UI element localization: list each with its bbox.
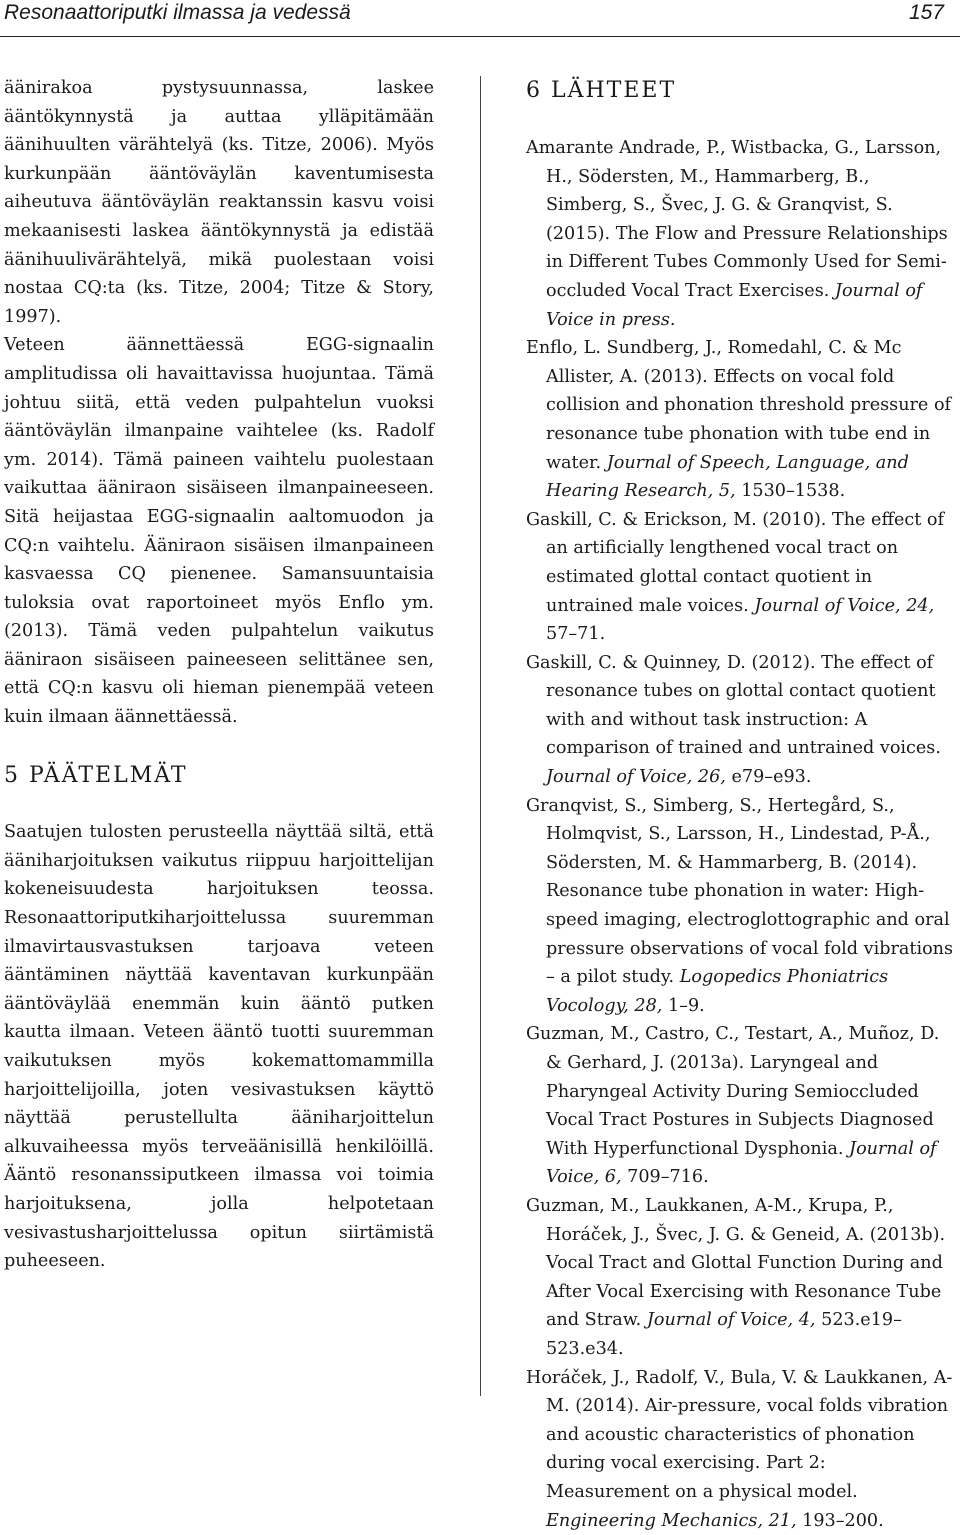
reference-tail: 1530–1538. bbox=[735, 481, 846, 502]
reference-journal: Journal of Voice, 4, bbox=[646, 1310, 816, 1331]
left-column bbox=[4, 74, 434, 1276]
section-heading-conclusions: 5 PÄÄTELMÄT bbox=[4, 762, 188, 788]
reference-text: Amarante Andrade, P., Wistbacka, G., Larsson, H., Södersten, M., Hammarberg, B., Simberg, S., Švec, J. G. & Granqvist, S. (2015). The Flow and Pressure Relationships in Different Tubes Commonly Used for Semi-occluded Vocal Tract Exercises. bbox=[526, 138, 948, 301]
reference-item bbox=[526, 1192, 954, 1364]
reference-journal: Journal of Speech, Language, and Hearing Research, 5, bbox=[546, 452, 909, 502]
body-paragraph-2: Veteen äännettäessä EGG-signaalin amplitudissa oli havaittavissa huojuntaa. Tämä johtuu siitä, että veden pulpahtelun vuoksi ääntöväylän ilmanpaine vaihtelee (ks. Radolf ym. 2014). Tämä paineen vaihtelu puolestaan vaikuttaa ääniraon sisäiseen ilmanpaineeseen. Sitä heijastaa EGG-signaalin aaltomuodon ja CQ:n vaihtelu. Ääniraon sisäisen ilmanpaineen kasvaessa CQ pienenee. Samansuuntaisia tuloksia ovat raportoineet myös Enflo ym. (2013). Tämä veden pulpahtelun vaikutus ääniraon sisäiseen paineeseen selittänee sen, että CQ:n kasvu oli hieman pienempää veteen kuin ilmaan äännettäessä. bbox=[4, 335, 434, 728]
reference-tail: 709–716. bbox=[621, 1167, 709, 1188]
reference-journal: Journal of Voice, 6, bbox=[546, 1138, 937, 1188]
reference-journal: Journal of Voice, 26, bbox=[546, 767, 726, 788]
running-header bbox=[0, 0, 960, 30]
reference-item bbox=[526, 506, 954, 649]
reference-journal: Journal of Voice, 24, bbox=[754, 595, 935, 616]
reference-item bbox=[526, 1364, 954, 1535]
reference-tail: 57–71. bbox=[546, 624, 606, 645]
reference-list bbox=[526, 134, 954, 1535]
body-paragraph-3: Saatujen tulosten perusteella näyttää siltä, että ääniharjoituksen vaikutus riippuu harjoittelijan kokeneisuudesta harjoituksen teossa. Resonaattoriputkiharjoittelussa suuremman ilmavirtausvastuksen tarjoava veteen ääntäminen näyttää kaventavan kurkunpään ääntöväylää enemmän kuin ääntö putken kautta ilmaan. Veteen ääntö tuotti suuremman vaikutuksen myös kokemattomammilla harjoittelijoilla, joten vesivastuksen käyttö näyttää perustellulta ääniharjoittelun alkuvaiheessa myös terveäänisillä henkilöillä. Ääntö resonanssiputkeen ilmassa voi toimia harjoituksena, jolla helpotetaan vesivastusharjoittelussa opitun siirtämistä puheeseen. bbox=[4, 822, 434, 1272]
reference-item bbox=[526, 134, 954, 334]
section-heading-references: 6 LÄHTEET bbox=[526, 78, 677, 103]
reference-text: Guzman, M., Laukkanen, A-M., Krupa, P., Horáček, J., Švec, J. G. & Geneid, A. (2013b). Vocal Tract and Glottal Function During and After Vocal Exercising with Resonance Tube and Straw. bbox=[526, 1195, 946, 1331]
reference-tail: 1–9. bbox=[662, 995, 705, 1016]
page-number: 157 bbox=[908, 1, 944, 24]
reference-item bbox=[526, 334, 954, 506]
reference-tail: 193–200. bbox=[796, 1510, 884, 1531]
right-column bbox=[526, 74, 954, 1535]
reference-tail: 523.e19–523.e34. bbox=[546, 1310, 902, 1359]
reference-text: Gaskill, C. & Erickson, M. (2010). The effect of an artificially lengthened vocal tract on estimated glottal contact quotient in untrained male voices. bbox=[526, 509, 945, 616]
reference-text: Granqvist, S., Simberg, S., Hertegård, S., Holmqvist, S., Larsson, H., Lindestad, P-Å., Södersten, M. & Hammarberg, B. (2014). Resonance tube phonation in water: High-speed imaging, electroglottographic and oral pressure observations of vocal fold vibrations – a pilot study. bbox=[526, 795, 954, 988]
header-rule bbox=[0, 36, 960, 37]
running-title: Resonaattoriputki ilmassa ja vedessä bbox=[4, 1, 351, 24]
reference-item bbox=[526, 649, 954, 792]
reference-text: Horáček, J., Radolf, V., Bula, V. & Laukkanen, A-M. (2014). Air-pressure, vocal folds vibration and acoustic characteristics of phonation during vocal exercising. Part 2: Measurement on a physical model. bbox=[526, 1367, 953, 1502]
reference-journal: Engineering Mechanics, 21, bbox=[546, 1510, 797, 1531]
reference-journal: Journal of Voice in press. bbox=[546, 280, 923, 330]
reference-item bbox=[526, 1020, 954, 1192]
reference-item bbox=[526, 792, 954, 1021]
column-divider bbox=[480, 76, 481, 1396]
reference-text: Guzman, M., Castro, C., Testart, A., Muñoz, D. & Gerhard, J. (2013a). Laryngeal and Pharyngeal Activity During Semioccluded Vocal Tract Postures in Subjects Diagnosed With Hyperfunctional Dysphonia. bbox=[526, 1024, 940, 1159]
reference-text: Enflo, L. Sundberg, J., Romedahl, C. & Mc Allister, A. (2013). Effects on vocal fold collision and phonation threshold pressure of resonance tube phonation with tube end in water. bbox=[526, 338, 952, 473]
reference-tail: e79–e93. bbox=[725, 767, 812, 788]
body-paragraph-1: äänirakoa pystysuunnassa, laskee ääntökynnystä ja auttaa ylläpitämään äänihuulten värähtelyä (ks. Titze, 2006). Myös kurkunpään ääntöväylän kaventumisesta aiheutuva ääntöväylän reaktanssin kasvu voisi mekaanisesti laskea ääntökynnystä ja edistää äänihuulivärähtelyä, mikä puolestaan voisi nostaa CQ:ta (ks. Titze, 2004; Titze & Story, 1997). bbox=[4, 78, 434, 327]
reference-journal: Logopedics Phoniatrics Vocology, 28, bbox=[546, 967, 889, 1016]
reference-text: Gaskill, C. & Quinney, D. (2012). The effect of resonance tubes on glottal contact quotient with and without task instruction: A comparison of trained and untrained voices. bbox=[526, 652, 941, 759]
